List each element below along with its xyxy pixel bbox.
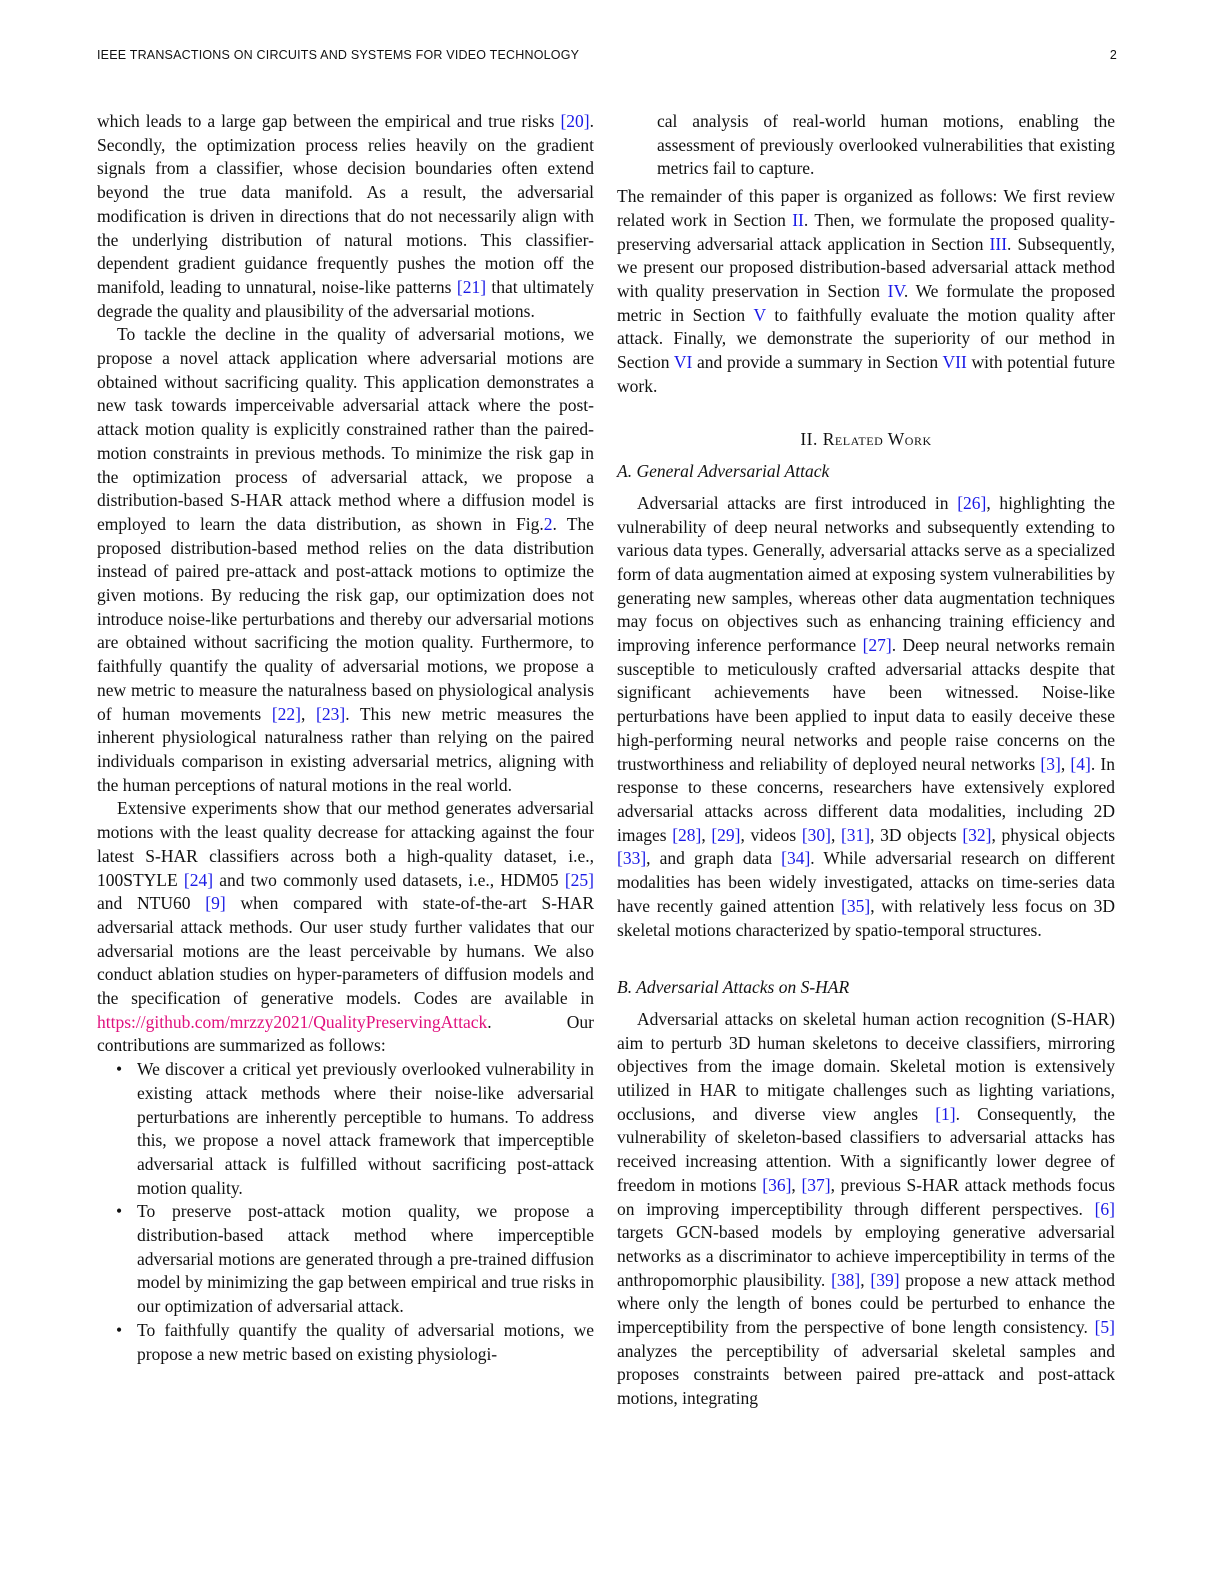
bullet-icon: • bbox=[116, 1201, 123, 1222]
contribution-list bbox=[97, 1058, 594, 1366]
citation-link[interactable]: [36] bbox=[762, 1174, 792, 1195]
section-title: Related Work bbox=[822, 429, 932, 450]
paragraph: Adversarial attacks on skeletal human action recognition (S-HAR) aim to perturb 3D human skeletons to deceive classifiers, mirroring objectives from the image domain. Skeletal motion is extensively utilized in HAR to mitigate challenges such as lighting variations, occlusions, and diverse view angles [1]. Consequently, the vulnerability of skeleton-based classifiers to adversarial attacks has received increasing attention. With a significantly lower degree of freedom in motions [36], [37], previous S-HAR attack methods focus on improving imperceptibility through different perspectives. [6] targets GCN-based models by employing generative adversarial networks as a discriminator to achieve imperceptibility in terms of the anthropomorphic plausibility. [38], [39] propose a new attack method where only the length of bones could be perturbed to enhance the imperceptibility from the perspective of bone length consistency. [5] analyzes the perceptibility of adversarial skeletal samples and proposes constraints between paired pre-attack and post-attack motions, integrating bbox=[617, 1008, 1116, 1409]
list-item bbox=[97, 1319, 594, 1366]
citation-link[interactable]: [26] bbox=[957, 492, 987, 513]
citation-link[interactable]: III bbox=[989, 233, 1008, 254]
list-item bbox=[97, 1200, 594, 1319]
list-item bbox=[97, 1058, 594, 1200]
citation-link[interactable]: [1] bbox=[935, 1103, 956, 1124]
citation-link[interactable]: [25] bbox=[564, 869, 595, 890]
citation-link[interactable]: [39] bbox=[870, 1269, 900, 1290]
subsection-heading: B. Adversarial Attacks on S-HAR bbox=[617, 977, 850, 998]
citation-link[interactable]: [6] bbox=[1094, 1198, 1115, 1219]
right-column bbox=[617, 110, 1115, 1411]
running-header bbox=[97, 48, 1117, 68]
citation-link[interactable]: [31] bbox=[840, 824, 871, 845]
citation-link[interactable]: [38] bbox=[831, 1269, 861, 1290]
bullet-icon: • bbox=[116, 1059, 123, 1080]
citation-link[interactable]: [28] bbox=[672, 824, 702, 845]
paragraph: Extensive experiments show that our method generates adversarial motions with the least quality decrease for attacking against the four latest S-HAR classifiers across both a high-quality dataset, i.e., 100STYLE [24] and two commonly used datasets, i.e., HDM05 [25] and NTU60 [9] when compared with state-of-the-art S-HAR adversarial attack methods. Our user study further validates that our adversarial motions are the least perceivable by humans. We also conduct ablation studies on hyper-parameters of diffusion models and the specification of generative models. Codes are available in https://github.com/mrzzy2021/QualityPreservingAttack. Our contributions are summarized as follows: bbox=[97, 798, 595, 1056]
citation-link[interactable]: [21] bbox=[456, 276, 487, 297]
citation-link[interactable]: [32] bbox=[962, 824, 992, 845]
citation-link[interactable]: [4] bbox=[1070, 753, 1091, 774]
list-item-text: To faithfully quantify the quality of adversarial motions, we propose a new metric based on existing physiologi- bbox=[137, 1319, 594, 1364]
list-item-text: To preserve post-attack motion quality, we propose a distribution-based attack method where imperceptible adversarial motions are generated through a pre-trained diffusion model by minimizing the gap between empirical and true risks in our optimization of adversarial attack. bbox=[137, 1201, 594, 1317]
citation-link[interactable]: [34] bbox=[781, 848, 811, 869]
paragraph: The remainder of this paper is organized as follows: We first review related work in Section II. Then, we formulate the proposed quality-preserving adversarial attack application in Section III. Subsequently, we present our proposed distribution-based adversarial attack method with quality preservation in Section IV. We formulate the proposed metric in Section V to faithfully evaluate the motion quality after attack. Finally, we demonstrate the superiority of our method in Section VI and provide a summary in Section VII with potential future work. bbox=[617, 186, 1115, 396]
citation-link[interactable]: [5] bbox=[1094, 1317, 1115, 1338]
subsection-heading: A. General Adversarial Attack bbox=[617, 461, 830, 482]
citation-link[interactable]: VI bbox=[673, 352, 693, 373]
code-url-link[interactable]: https://github.com/mrzzy2021/QualityPreservingAttack bbox=[97, 1011, 488, 1032]
citation-link[interactable]: [35] bbox=[841, 895, 871, 916]
citation-link[interactable]: [22] bbox=[271, 703, 302, 724]
list-item-text: We discover a critical yet previously overlooked vulnerability in existing attack methods where their noise-like adversarial perturbations are inherently perceptible to humans. To address this, we propose a novel attack framework that imperceptible adversarial attack is fulfilled without sacrificing post-attack motion quality. bbox=[137, 1059, 594, 1198]
left-column bbox=[97, 110, 594, 1366]
paragraph: Adversarial attacks are first introduced in [26], highlighting the vulnerability of deep neural networks and subsequently extending to various data types. Generally, adversarial attacks serve as a specialized form of data augmentation aimed at exposing system vulnerabilities by generating new samples, whereas other data augmentation techniques may focus on objectives such as enhancing training efficiency and improving inference performance [27]. Deep neural networks remain susceptible to meticulously crafted adversarial attacks despite that significant achievements have been witnessed. Noise-like perturbations have been applied to input data to easily deceive these high-performing neural networks and people raise concerns on the trustworthiness and reliability of deployed neural networks [3], [4]. In response to these concerns, researchers have extensively explored adversarial attacks across different data modalities, including 2D images [28], [29], videos [30], [31], 3D objects [32], physical objects [33], and graph data [34]. While adversarial research on different modalities has been widely investigated, attacks on time-series data have recently gained attention [35], with relatively less focus on 3D skeletal motions characterized by spatio-temporal structures. bbox=[617, 492, 1116, 940]
section-heading bbox=[617, 428, 1115, 452]
citation-link[interactable]: VII bbox=[942, 352, 967, 373]
citation-link[interactable]: [3] bbox=[1040, 753, 1061, 774]
citation-link[interactable]: [20] bbox=[560, 111, 590, 131]
paragraph: To tackle the decline in the quality of adversarial motions, we propose a novel attack application where adversarial motions are obtained without sacrificing quality. This application demonstrates a new task towards imperceivable adversarial attack where the post-attack motion quality is explicitly constrained rather than the paired-motion constraints in previous methods. To minimize the risk gap in the optimization process of adversarial attack, we propose a distribution-based S-HAR attack method where a diffusion model is employed to learn the data distribution, as shown in Fig.2. The proposed distribution-based method relies on the data distribution instead of paired pre-attack and post-attack motions to optimize the given motions. By reducing the risk gap, our optimization does not introduce noise-like perturbations and thereby our adversarial motions are obtained without sacrificing the motion quality. Furthermore, to faithfully quantify the quality of adversarial motions, we propose a new metric to measure the naturalness based on physiological analysis of human movements [22], [23]. This new metric measures the inherent physiological naturalness rather than relying on the paired individuals comparison in existing adversarial metrics, aligning with the human perceptions of natural motions in the real world. bbox=[97, 324, 594, 795]
citation-link[interactable]: [37] bbox=[801, 1174, 831, 1195]
list-item-continuation: cal analysis of real-world human motions, enabling the assessment of previously overlooked vulnerabilities that existing metrics fail to capture. bbox=[657, 111, 1115, 179]
journal-title: IEEE TRANSACTIONS ON CIRCUITS AND SYSTEMS FOR VIDEO TECHNOLOGY bbox=[97, 48, 580, 62]
section-number: II. bbox=[800, 429, 818, 450]
citation-link[interactable]: II bbox=[792, 209, 804, 230]
citation-link[interactable]: V bbox=[753, 304, 766, 325]
citation-link[interactable]: [33] bbox=[617, 848, 647, 869]
citation-link[interactable]: [23] bbox=[316, 703, 346, 724]
citation-link[interactable]: [27] bbox=[862, 635, 892, 656]
paragraph: which leads to a large gap between the empirical and true risks [20]. Secondly, the optimization process relies heavily on the gradient signals from a classifier, whose decision boundaries often extend beyond the true data manifold. As a result, the adversarial modification is driven in directions that do not necessarily align with the underlying distribution of natural motions. This classifier-dependent gradient guidance frequently pushes the motion off the manifold, leading to unnatural, noise-like patterns [21] that ultimately degrade the quality and plausibility of the adversarial motions. bbox=[97, 111, 595, 321]
citation-link[interactable]: [24] bbox=[183, 869, 214, 890]
bullet-icon: • bbox=[116, 1319, 123, 1340]
citation-link[interactable]: IV bbox=[887, 280, 904, 301]
citation-link[interactable]: [30] bbox=[801, 824, 831, 845]
citation-link[interactable]: 2 bbox=[543, 513, 553, 534]
page-number: 2 bbox=[1109, 48, 1117, 62]
citation-link[interactable]: [9] bbox=[205, 893, 226, 914]
citation-link[interactable]: [29] bbox=[711, 824, 741, 845]
